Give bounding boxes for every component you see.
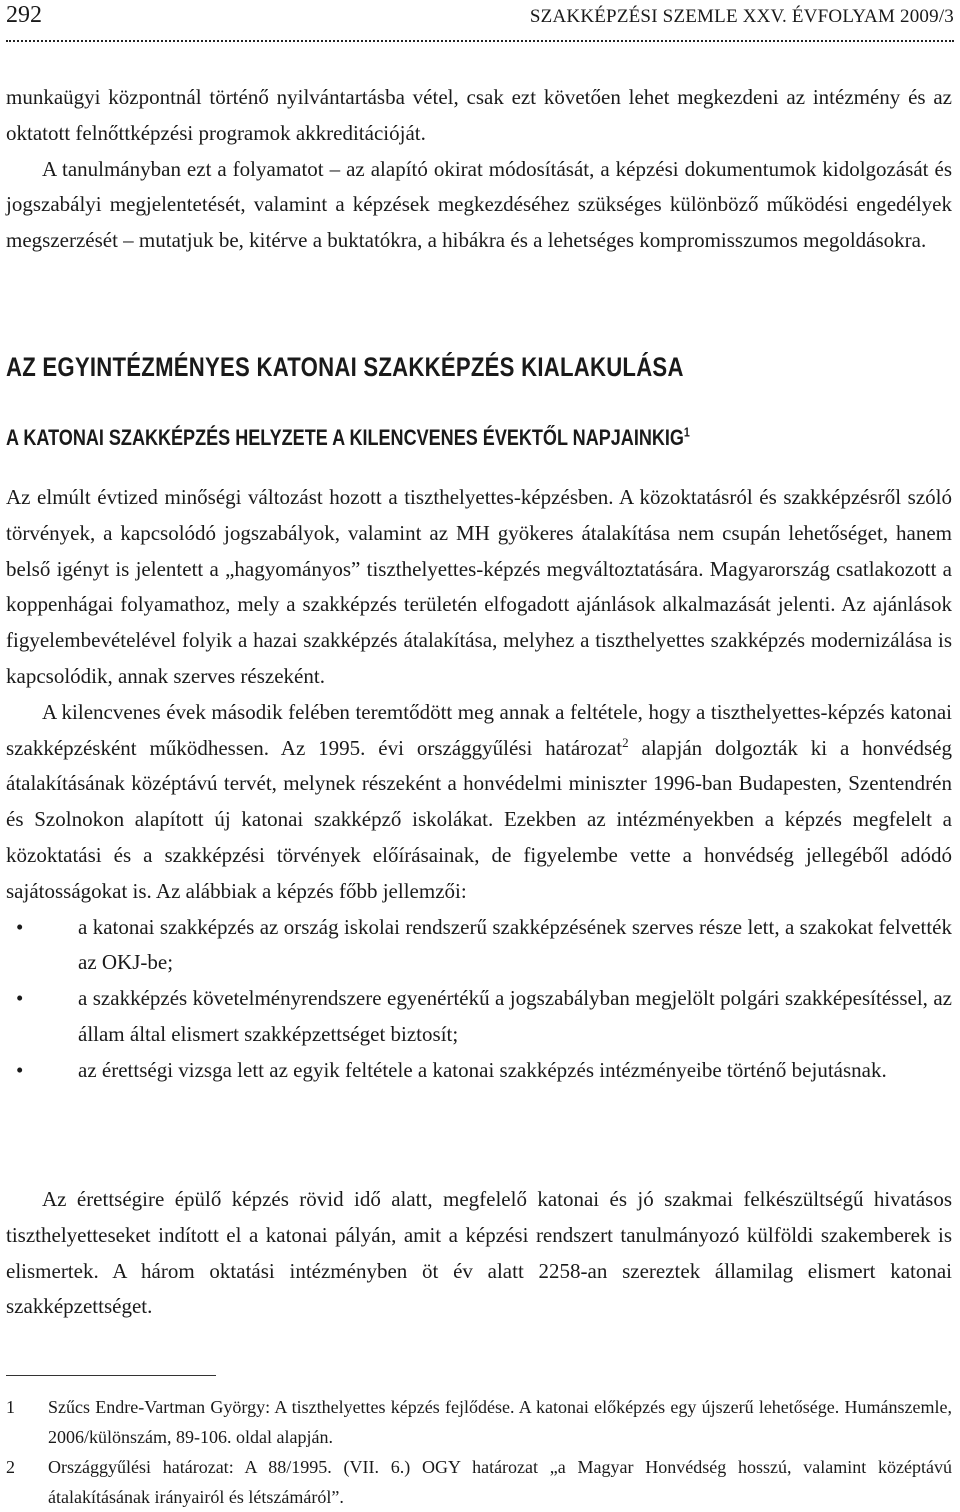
bullet-icon: • bbox=[16, 986, 24, 1011]
list-item bbox=[6, 981, 952, 1053]
footnote-text: Szűcs Endre-Vartman György: A tiszthelyettes képzés fejlődése. A katonai előképzés egy újszerű lehetősége. Humánszemle, 2006/különszám, 89-106. oldal alapján. bbox=[48, 1397, 952, 1447]
header-divider bbox=[6, 40, 954, 42]
footnote-number: 2 bbox=[6, 1457, 15, 1477]
list-item bbox=[6, 1053, 952, 1089]
main-paragraph-2 bbox=[6, 695, 952, 910]
main-paragraph-1: Az elmúlt évtized minőségi változást hozott a tiszthelyettes-képzésben. A közoktatásról és szakképzésről szóló törvények, a kapcsolódó jogszabályok, valamint az MH gyökeres átalakítása nem csupán lehetőséget, hanem belső igényt is jelentett a „hagyományos” tiszthelyettes-képzés megváltoztatására. Magyarország csatlakozott a koppenhágai folyamathoz, mely a szakképzés területén elfogadott ajánlások alkalmazását jelenti. Az ajánlások figyelembevételével folyik a hazai szakképzés átalakítása, melyhez a tiszthelyettes szakképzés modernizálása is kapcsolódik, annak szerves részeként. bbox=[6, 485, 952, 688]
running-title: SZAKKÉPZÉSI SZEMLE XXV. ÉVFOLYAM 2009/3 bbox=[529, 6, 954, 27]
page-number: 292 bbox=[6, 2, 42, 28]
page-header bbox=[6, 0, 954, 34]
main-text bbox=[6, 480, 952, 1089]
list-item-text: a katonai szakképzés az ország iskolai rendszerű szakképzésének szerves része lett, a szakokat felvették az OKJ-be; bbox=[78, 914, 952, 975]
list-item bbox=[6, 910, 952, 982]
main-paragraph-3: Az érettségire épülő képzés rövid idő alatt, megfelelő katonai és jó szakmai felkészültségű hivatásos tiszthelyetteseket indított el a katonai pályán, amit a képzési rendszert tanulmányozó külföldi szakemberek is elismertek. A három oktatási intézményben öt év alatt 2258-an szereztek államilag elismert katonai szakképzettséget. bbox=[6, 1187, 952, 1319]
footnote-divider bbox=[6, 1375, 216, 1376]
bullet-icon: • bbox=[16, 914, 24, 939]
main-paragraph-2-start: A kilencvenes évek második felében teremtődött meg annak a feltétele, hogy a tiszthelyettes-képzés katonai szakképzésként működhessen. Az 1995. évi országgyűlési határozat bbox=[6, 699, 952, 760]
list-item-text: a szakképzés követelményrendszere egyenértékű a jogszabályban megjelölt polgári szakképesítéssel, az állam által elismert szakképzettséget biztosít; bbox=[78, 986, 952, 1046]
footnote-ref-2: 2 bbox=[622, 734, 629, 750]
footnotes bbox=[6, 1392, 952, 1512]
main-paragraph-2-end: alapján dolgozták ki a honvédség átalakításának középtávú tervét, melynek részeként a honvédelmi miniszter 1996-ban Budapesten, Szentendrén és Szolnokon alapított új katonai szakképző iskolákat. Ezekben az intézményekben a képzés megfelelt a közoktatási és a szakképzési törvények előírásainak, de figyelembe vette a honvédség jellegéből adódó sajátosságokat is. Az alábbiak a képzés főbb jellemzői: bbox=[6, 735, 952, 903]
subsection-title-text: A KATONAI SZAKKÉPZÉS HELYZETE A KILENCVENES ÉVEKTŐL NAPJAINKIG bbox=[6, 425, 684, 450]
closing-text bbox=[6, 1182, 952, 1325]
footnote-ref-1: 1 bbox=[683, 424, 690, 440]
bullet-icon: • bbox=[16, 1057, 24, 1082]
footnote-text: Országgyűlési határozat: A 88/1995. (VII. 6.) OGY határozat „a Magyar Honvédség hosszú, valamint középtávú átalakításának irányairól és létszámáról”. bbox=[48, 1457, 952, 1507]
intro-paragraph-1: munkaügyi központnál történő nyilvántartásba vétel, csak ezt követően lehet megkezdeni az intézmény és az oktatott felnőttképzési programok akkreditációját. bbox=[6, 85, 952, 145]
footnote-1 bbox=[6, 1392, 952, 1452]
feature-list bbox=[6, 910, 952, 1089]
section-title: AZ EGYINTÉZMÉNYES KATONAI SZAKKÉPZÉS KIALAKULÁSA bbox=[6, 352, 684, 382]
footnote-number: 1 bbox=[6, 1397, 15, 1417]
footnote-2 bbox=[6, 1452, 952, 1512]
subsection-title bbox=[6, 425, 690, 451]
intro-text bbox=[6, 80, 952, 259]
intro-paragraph-2: A tanulmányban ezt a folyamatot – az alapító okirat módosítását, a képzési dokumentumok kidolgozását és jogszabályi megjelentetését, valamint a képzések megkezdéséhez szükséges különböző működési engedélyek megszerzését – mutatjuk be, kitérve a buktatókra, a hibákra és a lehetséges kompromisszumos megoldásokra. bbox=[6, 156, 952, 253]
list-item-text: az érettségi vizsga lett az egyik feltétele a katonai szakképzés intézményeibe történő bejutásnak. bbox=[78, 1057, 887, 1082]
